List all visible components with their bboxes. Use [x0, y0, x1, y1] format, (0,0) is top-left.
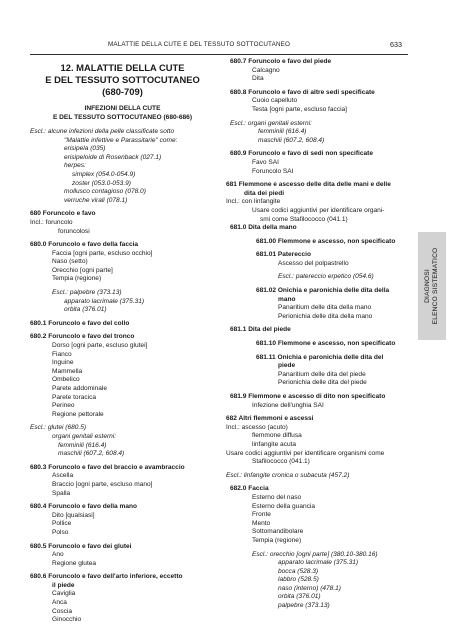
- entry-line: Parete addominale: [52, 385, 107, 393]
- entry-line: Cuoio capelluto: [252, 97, 298, 105]
- entry-line: Spalla: [52, 489, 71, 497]
- entry-line: Panaritium delle dita della mano: [278, 304, 372, 312]
- right-column: [226, 58, 408, 611]
- entry-line: Usare codici aggiuntivi per identificare organi-: [252, 206, 385, 214]
- exclusion-note: erisipeloide di Rosenback (027.1): [64, 153, 162, 161]
- entry-line: Pollice: [52, 520, 72, 528]
- entry-line: Orecchio [ogni parte]: [52, 266, 113, 274]
- chapter-title: [30, 62, 215, 97]
- entry-line: Mammella: [52, 367, 83, 375]
- entry-line: Stafilococco (041.1): [252, 458, 310, 466]
- exclusion-note: zoster (053.0-053.9): [72, 179, 131, 187]
- sidebar-label: [424, 248, 440, 325]
- entry-heading: 681 Flemmone e ascesso delle dita delle mani e delle: [226, 181, 391, 189]
- entry-heading: 682 Altri flemmoni e ascessi: [226, 415, 314, 423]
- entry-line: Dita: [252, 75, 264, 83]
- entry-line: Dorso [ogni parte, escluso glutei]: [52, 342, 148, 350]
- entry-line: Regione pettorale: [52, 410, 104, 418]
- sidebar-label-line: ELENCO SISTEMATICO: [432, 247, 439, 325]
- exclusion-note: Escl.: palpebre (373.13): [52, 289, 122, 297]
- entry-heading: 680.4 Foruncolo e favo della mano: [30, 503, 137, 511]
- exclusion-note: simplex (054.0-054.9): [72, 170, 136, 178]
- exclusion-note: Escl.: organi genitali esterni:: [230, 119, 312, 127]
- entry-line: foruncolosi: [58, 227, 90, 235]
- entry-line: Fronte: [252, 511, 271, 519]
- exclusion-note: Escl.: glutei (680.5): [30, 424, 87, 432]
- entry-line: Foruncolo SAI: [252, 167, 294, 175]
- entry-heading: 680.0 Foruncolo e favo della faccia: [30, 241, 139, 249]
- entry-heading: 680.7 Foruncolo e favo del piede: [230, 58, 332, 65]
- entry-heading: 680.9 Foruncolo e favo di sedi non specificate: [230, 150, 373, 158]
- entry-line: Tempia (regione): [252, 536, 302, 544]
- running-title: MALATTIE DELLA CUTE E DEL TESSUTO SOTTOCUTANEO: [107, 41, 291, 48]
- entry-heading: 680.5 Foruncolo e favo dei glutei: [30, 542, 132, 550]
- entry-line: linfangite acuta: [252, 440, 297, 448]
- entry-line: Parete toracica: [52, 393, 97, 401]
- entry-line: Dito [qualsiasi]: [52, 511, 95, 519]
- entry-line: flemmone diffusa: [252, 432, 302, 440]
- entry-line: Usare codici aggiuntivi per identificare organismi come: [226, 449, 385, 457]
- entry-heading: 680.1 Foruncolo e favo del collo: [30, 319, 130, 327]
- exclusion-note: Escl.: alcune infezioni della pelle classificate sotto: [30, 127, 175, 135]
- section-sidebar-tab: [418, 232, 446, 340]
- entry-line: Ombelico: [52, 376, 80, 384]
- entry-heading: il piede: [52, 581, 75, 589]
- exclusion-note: mollusco contagioso (078.0): [64, 188, 146, 196]
- left-column: [30, 58, 215, 625]
- entry-line: Favo SAI: [252, 158, 279, 166]
- entry-line: Testa [ogni parte, escluso faccia]: [252, 105, 347, 113]
- entry-heading: 680.3 Foruncolo e favo del braccio e avambraccio: [30, 463, 185, 471]
- exclusion-note: maschili (607.2, 608.4): [258, 136, 325, 144]
- entry-heading: 681.01 Patereccio: [256, 251, 311, 259]
- exclusion-note: femminili (616.4): [258, 128, 307, 136]
- exclusion-note: Escl.: orecchio [ogni parte] (380.10-380.16): [252, 550, 378, 558]
- entry-line: Braccio [ogni parte, escluso mano]: [52, 480, 153, 488]
- section-title-line: E DEL TESSUTO SOTTOCUTANEO (680-686): [52, 113, 193, 121]
- entry-line: Panaritium delle dita del piede: [278, 370, 366, 378]
- entry-line: Incl.: con linfangite: [226, 198, 281, 206]
- exclusion-note: femminili (616.4): [58, 441, 107, 449]
- entry-line: Ano: [52, 551, 64, 559]
- exclusion-note: "Malattie infettive e Parassitarie" come:: [64, 136, 178, 144]
- entry-line: Tempia (regione): [52, 275, 102, 283]
- entry-line: Ascella: [52, 472, 74, 480]
- entry-line: Mento: [252, 519, 271, 527]
- entry-heading: 681.0 Dita della mano: [230, 224, 297, 232]
- chapter-title-range: (680-709): [102, 85, 143, 97]
- entry-heading: 680.6 Foruncolo e favo dell'arto inferiore, eccetto: [30, 573, 183, 581]
- entry-line: Naso (setto): [52, 258, 88, 266]
- entry-heading: 680 Foruncolo e favo: [30, 210, 96, 218]
- exclusion-note: labbro (528.5): [278, 576, 319, 584]
- entry-line: Regione glutea: [52, 559, 97, 567]
- exclusion-note: bocca (528.3): [278, 567, 319, 575]
- exclusion-note: palpebre (373.13): [278, 602, 330, 610]
- entry-heading: dita dei piedi: [244, 189, 285, 197]
- sidebar-label-line: DIAGNOSI: [423, 269, 431, 303]
- entry-heading: piede: [278, 362, 296, 370]
- exclusion-note: apparato lacrimale (375.31): [64, 297, 145, 305]
- entry-line: Infezione dell'unghia SAI: [252, 401, 324, 409]
- entry-line: Ginocchio: [52, 616, 82, 624]
- running-header: [30, 40, 408, 55]
- entry-line: Perionichia delle dita del piede: [278, 379, 367, 387]
- entry-line: Faccia [ogni parte, escluso occhio]: [52, 249, 153, 257]
- exclusion-note: apparato lacrimale (375.31): [278, 559, 359, 567]
- entry-heading: 680.8 Foruncolo e favo di altre sedi specificate: [230, 88, 375, 96]
- chapter-title-line: E DEL TESSUTO SOTTOCUTANEO: [45, 73, 200, 85]
- entry-heading: mano: [278, 295, 296, 303]
- entry-line: Sottomandibolare: [252, 528, 304, 536]
- exclusion-note: orbita (376.01): [64, 306, 107, 314]
- exclusion-note: naso (interno) (478.1): [278, 584, 341, 592]
- chapter-title-line: 12. MALATTIE DELLA CUTE: [60, 62, 185, 73]
- exclusion-note: organi genitali esterni:: [52, 432, 117, 440]
- exclusion-note: Escl.: patereccio erpetico (054.6): [278, 273, 374, 281]
- entry-heading: 681.00 Flemmone e ascesso, non specificato: [256, 237, 396, 245]
- exclusion-note: erisipela (035): [64, 145, 106, 153]
- entry-line: Perionichia delle dita della mano: [278, 312, 373, 320]
- entry-line: Perineo: [52, 402, 75, 410]
- exclusion-note: orbita (376.01): [278, 593, 321, 601]
- entry-line: Esterno del naso: [252, 493, 302, 501]
- section-title: [30, 105, 215, 122]
- section-title-line: INFEZIONI DELLA CUTE: [84, 105, 161, 113]
- page-number: 633: [390, 40, 402, 49]
- entry-line: Anca: [52, 599, 67, 607]
- entry-line: Fianco: [52, 350, 72, 358]
- entry-line: Incl.: foruncolo: [30, 218, 73, 226]
- entry-line: smi come Stafilococco (041.1): [260, 215, 348, 223]
- entry-heading: 682.0 Faccia: [230, 485, 269, 493]
- exclusion-note: herpes:: [64, 162, 86, 170]
- entry-heading: 681.11 Onichia e paronichia delle dita del: [256, 353, 384, 361]
- entry-line: Caviglia: [52, 590, 76, 598]
- right-column-body: [226, 58, 408, 611]
- entry-heading: 680.2 Foruncolo e favo del tronco: [30, 333, 135, 341]
- entry-heading: 681.1 Dita del piede: [230, 326, 291, 334]
- entry-line: Ascesso del polpastrello: [278, 259, 349, 267]
- exclusion-note: verruche virali (078.1): [64, 196, 128, 204]
- entry-line: Esterno della guancia: [252, 502, 315, 510]
- entry-heading: 681.10 Flemmone e ascesso, non specificato: [256, 340, 396, 348]
- exclusion-note: maschili (607.2, 608.4): [58, 450, 125, 458]
- entry-line: Coscia: [52, 607, 73, 615]
- entry-line: Incl.: ascesso (acuto): [226, 423, 288, 431]
- exclusion-note: Escl.: linfangite cronica o subacuta (457.2): [226, 471, 350, 479]
- entry-line: Calcagno: [252, 66, 280, 74]
- entry-heading: 681.9 Flemmone e ascesso di dito non specificato: [230, 393, 386, 400]
- entry-heading: 681.02 Onichia e paronichia delle dita della: [256, 287, 390, 295]
- entry-line: Inguine: [52, 359, 74, 367]
- entry-line: Polso: [52, 528, 69, 536]
- left-column-body: [30, 128, 215, 625]
